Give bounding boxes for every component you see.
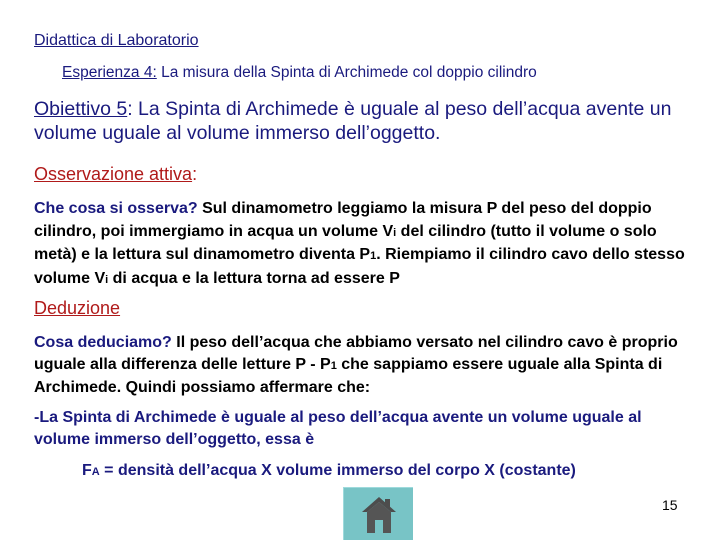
observation-text-2: del cilindro (tutto il volume o solo metà) e la lettura sul dinamometro diventa P [34, 222, 657, 263]
deduction-body [34, 332, 704, 399]
observation-heading-colon: : [192, 164, 198, 184]
experience-label: Esperienza 4: [62, 64, 157, 81]
deduction-heading: Deduzione [34, 298, 121, 318]
conclusion-text: -La Spinta di Archimede è uguale al peso dell’acqua avente un volume uguale al volume immerso dell’oggetto, essa è [34, 409, 642, 448]
experience-text: La misura della Spinta di Archimede col doppio cilindro [156, 64, 537, 81]
deduction-question: Cosa deduciamo? [34, 334, 172, 351]
observation-heading-label: Osservazione attiva [34, 164, 193, 184]
formula [82, 462, 576, 480]
observation-body [34, 198, 694, 291]
observation-sub-1: i [393, 226, 397, 239]
course-title: Didattica di Laboratorio [34, 32, 199, 49]
observation-heading [34, 164, 197, 185]
observation-sub-3: i [105, 273, 109, 286]
observation-text-3: . Riempiamo il cilindro cavo dello stesso volume V [34, 246, 685, 287]
observation-text-1: Sul dinamometro leggiamo la misura P del peso del doppio cilindro, poi immergiamo in acqua un volume V [34, 200, 652, 240]
objective-text: : La Spinta di Archimede è uguale al peso dell’acqua avente un volume uguale al volume immerso dell’oggetto. [34, 98, 672, 144]
observation-sub-2: 1 [370, 250, 377, 262]
objective-paragraph [34, 97, 694, 145]
observation-question: Che cosa si osserva? [34, 200, 198, 217]
page-number: 15 [662, 497, 678, 513]
deduction-text-1: Il peso dell’acqua che abbiamo versato nel cilindro cavo è proprio uguale alla differenza delle letture P - P [34, 334, 678, 373]
observation-text-4: di acqua e la lettura torna ad essere P [108, 269, 400, 287]
formula-sub: A [91, 466, 100, 478]
deduction-text-2: che sappiamo essere uguale alla Spinta di Archimede. Quindi possiamo affermare che: [34, 356, 663, 396]
deduction-sub-1: 1 [330, 360, 337, 372]
experience-subtitle [62, 64, 537, 82]
objective-label: Obiettivo 5 [34, 98, 128, 120]
home-icon [361, 496, 397, 534]
formula-symbol: F [82, 462, 92, 479]
formula-text: = densità dell’acqua X volume immerso del corpo X (costante) [99, 462, 576, 479]
home-button[interactable] [343, 487, 413, 540]
